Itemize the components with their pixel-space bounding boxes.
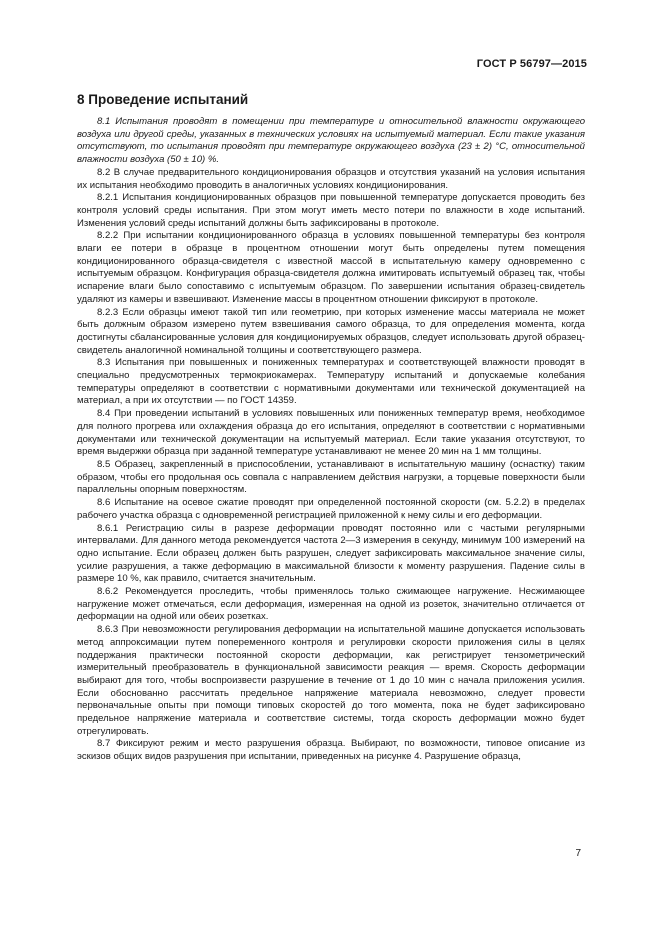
section-title: 8 Проведение испытаний bbox=[77, 92, 249, 107]
paragraph-8-3: 8.3 Испытания при повышенных и пониженных температурах и соответствующей влажности проводят в специально предусмотренных термокриокамерах. Температуру испытаний и допускаемые колебания температуры определяют в соответствии с нормативными документами или технической документацией на материал, а при их отсутствии — по ГОСТ 14359. bbox=[77, 357, 585, 407]
paragraph-8-6-1: 8.6.1 Регистрацию силы в разрезе деформации проводят постоянно или с частыми регулярными интервалами. Для данного метода рекомендуется частота 2—3 измерения в секунду, минимум 100 измерений на одно испытание. Если образец должен быть разрушен, следует зафиксировать максимальное значение силы, усилие разрушения, а также деформацию в максимальной близости к моменту разрушения. Падение силы в размере 10 %, как правило, считается значительным. bbox=[77, 522, 585, 585]
standard-code-header: ГОСТ Р 56797—2015 bbox=[476, 58, 587, 70]
paragraph-8-4: 8.4 При проведении испытаний в условиях повышенных или пониженных температур время, необходимое для полного прогрева или охлаждения образца до его испытания, определяют в соответствии с нормативными документами или технической документации на испытуемый материал. Если такие указания отсутствуют, то время выдержки образца при заданной температуре устанавливают не менее 20 мин на 1 мм толщины. bbox=[77, 408, 585, 458]
paragraph-8-7: 8.7 Фиксируют режим и место разрушения образца. Выбирают, по возможности, типовое описание из эскизов общих видов разрушения при испытании, приведенных на рисунке 4. Разрушение образца, bbox=[77, 738, 585, 763]
section-body bbox=[77, 116, 585, 764]
paragraph-8-1: 8.1 Испытания проводят в помещении при температуре и относительной влажности окружающего воздуха или другой среды, указанных в технических условиях на испытуемый материал. Если такие указания отсутствуют, то испытания проводят при температуре окружающего воздуха (23 ± 2) °С, относительной влажности воздуха (50 ± 10) %. bbox=[77, 116, 585, 166]
paragraph-8-6: 8.6 Испытание на осевое сжатие проводят при определенной постоянной скорости (см. 5.2.2) в пределах рабочего участка образца с одновременной регистрацией приложенной к нему силы и его деформации. bbox=[77, 497, 585, 521]
paragraph-8-2: 8.2 В случае предварительного кондиционирования образцов и отсутствия указаний на условия испытания их испытания необходимо проводить в аналогичных условиях кондиционирования. bbox=[77, 166, 585, 191]
paragraph-8-6-2: 8.6.2 Рекомендуется проследить, чтобы применялось только сжимающее нагружение. Несжимающее нагружение может отмечаться, если деформация, измеренная на одной из розеток, значительно отличается от деформации на одной или обеих розетках. bbox=[77, 586, 585, 623]
page-number: 7 bbox=[575, 848, 581, 859]
paragraph-8-6-3: 8.6.3 При невозможности регулирования деформации на испытательной машине допускается использовать метод аппроксимации путем попеременного контроля и регулировки скорости приложения силы в целях поддержания практически постоянной скорости деформации, как регистрирует тензометрический измерительный преобразователь в функциональной зависимости реакция — время. Скорость деформации выбирают для того, чтобы воспроизвести разрушение в течение от 1 до 10 мин с начала приложения усилия. Если обоснованно рассчитать предельное напряжение материала невозможно, следует провести первоначальные опыты при помощи типовых скоростей до того момента, пока не будет зафиксировано предельное напряжение материала и соответствие системы, тогда скорость деформации можно будет отрегулировать. bbox=[77, 624, 585, 737]
paragraph-8-2-2: 8.2.2 При испытании кондиционированного образца в условиях повышенной температуры без контроля влаги ее потери в образце в процентном отношении могут быть определены путем помещения кондиционированного образца-свидетеля с известной массой в испытательную камеру одновременно с испытуемым образцом. Конфигурация образца-свидетеля должна имитировать испытуемый образец так, чтобы испарение влаги было сопоставимо с испытуемым образцом. По завершении испытания образец-свидетель удаляют из камеры и взвешивают. Изменение массы в процентном отношении фиксируют в протоколе. bbox=[77, 230, 585, 305]
paragraph-8-5: 8.5 Образец, закрепленный в приспособлении, устанавливают в испытательную машину (оснастку) таким образом, чтобы его продольная ось совпала с направлением действия нагрузки, а торцевые поверхности были параллельны опорным поверхностям. bbox=[77, 458, 585, 496]
paragraph-8-2-3: 8.2.3 Если образцы имеют такой тип или геометрию, при которых изменение массы материала не может быть должным образом измерено путем взвешивания самого образца, то для определения момента, когда достигнуты сбалансированные условия для кондиционируемых образцов, следует использовать другой образец-свидетель аналогичной номинальной толщины и соответствующего размера. bbox=[77, 306, 585, 356]
paragraph-8-2-1: 8.2.1 Испытания кондиционированных образцов при повышенной температуре допускается проводить без контроля условий среды испытания. При этом могут иметь место потери по влажности в ходе испытаний. Изменения условий среды испытаний должны быть зафиксированы в протоколе. bbox=[77, 192, 585, 229]
